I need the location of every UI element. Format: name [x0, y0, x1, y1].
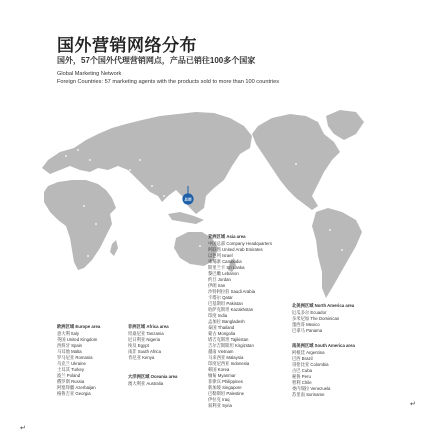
- asia-item: 伊拉克 Iraq: [208, 397, 230, 402]
- english-title: Global Marketing Network: [57, 71, 122, 77]
- africa-item: 尼日利亚 Nigeria: [128, 337, 160, 342]
- oceania-region: [128, 374, 177, 387]
- north-america-region: [292, 303, 354, 334]
- north-america-item: 巴拿马 Panama: [292, 328, 323, 333]
- south-america-item: 智利 Chile: [292, 380, 312, 385]
- paragraph-mark: ↵: [410, 401, 416, 408]
- asia-item: 马来西亚 Malaysia: [208, 355, 244, 360]
- europe-item: 土耳其 Turkey: [57, 367, 85, 372]
- asia-item: 韩国 Korea: [208, 367, 230, 372]
- asia-item: 约旦 Jordan: [208, 277, 231, 282]
- headquarters-label: 总部: [184, 197, 192, 202]
- asia-item: 沙特阿拉伯 Saudi Arabia: [208, 289, 256, 294]
- asia-item: 以色列 Israel: [208, 253, 233, 258]
- asia-region-header: 亚洲区域 Asia area: [208, 234, 246, 239]
- north-america-item: 多米尼加 The Dominican: [292, 316, 340, 321]
- europe-item: 西班牙 Spain: [57, 343, 83, 348]
- asia-item: 伊朗 Iran: [208, 283, 226, 288]
- africa-item: 肯尼亚 Kenya: [128, 355, 155, 360]
- africa-item: 坦桑尼亚 Tanzania: [128, 331, 164, 336]
- south-america-item: 哥伦比亚 Colombia: [292, 362, 329, 367]
- europe-item: 波兰 Poland: [57, 373, 81, 378]
- south-america-item: 巴西 Brazil: [292, 356, 313, 361]
- south-america-item: 古巴 Cuba: [292, 368, 313, 373]
- asia-item: 缅甸 Myanmar: [208, 373, 236, 378]
- africa-region-header: 非洲区域 Africa area: [128, 324, 169, 329]
- asia-item: 中国总部 Company Headquarters: [208, 241, 272, 246]
- north-america-item: 厄瓜多尔 Ecuador: [292, 310, 327, 315]
- oceania-region-header: 大洋洲区域 Oceania area: [128, 374, 178, 379]
- asia-item: 蒙古 Mongolia: [208, 331, 236, 336]
- south-america-region-header: 南美洲区域 South America area: [292, 343, 355, 348]
- indonesia: [168, 212, 204, 224]
- asia-item: 孟加拉 Bangladesh: [208, 319, 245, 324]
- paragraph-mark: ↵: [20, 425, 26, 432]
- europe-item: 格鲁吉亚 Georgia: [57, 391, 91, 396]
- asia-item: 新加坡 Singapore: [208, 385, 242, 390]
- english-description: Foreign Countries: 57 marketing agents with the products sold to more than 100 countries: [57, 79, 280, 85]
- europe-item: 罗马尼亚 Romania: [57, 355, 93, 360]
- north-america-item: 墨西哥 Mexico: [292, 322, 320, 327]
- asia-item: 印度尼西亚 Indonesia: [208, 361, 250, 366]
- asia-item: 叙利亚 Syria: [208, 403, 232, 408]
- south-america-region: [292, 343, 355, 398]
- europe-item: 阿塞拜疆 Azerbaijan: [57, 385, 96, 390]
- africa-item: 埃及 Egypt: [128, 343, 149, 348]
- asia-item: 吉尔吉斯斯坦 Kirgizstan: [208, 343, 254, 348]
- asia-item: 黎巴嫩 Lebanon: [208, 271, 239, 276]
- oceania-item: 澳大利亚 Australia: [128, 381, 164, 386]
- asia-item: 巴勒斯坦 Palestine: [208, 391, 245, 396]
- page-title: 国外营销网络分布: [57, 36, 197, 55]
- europe-item: 俄罗斯 Russia: [57, 379, 85, 384]
- europe-item: 意大利 Italy: [57, 331, 79, 336]
- africa-region: [128, 324, 169, 361]
- page-subtitle: 国外，57个国外代理营销网点，产品已销往100多个国家: [57, 56, 256, 65]
- africa-item: 南非 South Africa: [128, 349, 161, 354]
- asia-item: 巴基斯坦 Pakistan: [208, 301, 243, 306]
- asia-item: 泰国 Thailand: [208, 325, 235, 330]
- asia-item: 印度 India: [208, 313, 228, 318]
- south-america: [312, 208, 362, 298]
- greenland: [326, 110, 364, 140]
- asia-item: 塔吉克斯坦 Tajikistan: [208, 337, 249, 342]
- asia-item: 卡塔尔 Qatar: [208, 295, 233, 300]
- asia-region: [208, 234, 272, 409]
- asia-item: 哈萨克斯坦 Kazakhstan: [208, 307, 254, 312]
- north-america-region-header: 北美洲区域 North America area: [292, 303, 355, 308]
- asia-item: 柬埔寨 Cambodia: [208, 259, 242, 264]
- madagascar: [110, 240, 118, 256]
- south-america-item: 委内瑞拉 Venezuela: [292, 386, 331, 391]
- south-america-item: 苏里南 Suriname: [292, 392, 325, 397]
- europe-region-header: 欧洲区域 Europe area: [57, 324, 101, 329]
- europe-item: 乌克兰 Ukraine: [57, 361, 86, 366]
- land-masses: [42, 110, 364, 298]
- europe-region: [57, 324, 100, 397]
- asia-item: 菲律宾 Philippines: [208, 379, 243, 384]
- europe-item: 马耳他 Malta: [57, 349, 82, 354]
- south-america-item: 阿根廷 Argentina: [292, 350, 325, 355]
- africa: [44, 180, 116, 270]
- south-america-item: 秘鲁 Peru: [292, 374, 311, 379]
- asia-item: 越南 Vietnam: [208, 349, 234, 354]
- asia-item: 阿联酋 United Arab Emirates: [208, 247, 263, 252]
- europe-item: 英国 United Kingdom: [57, 337, 98, 342]
- north-america: [252, 114, 340, 210]
- asia-item: 斯里兰卡 Sri Lanka: [208, 265, 245, 270]
